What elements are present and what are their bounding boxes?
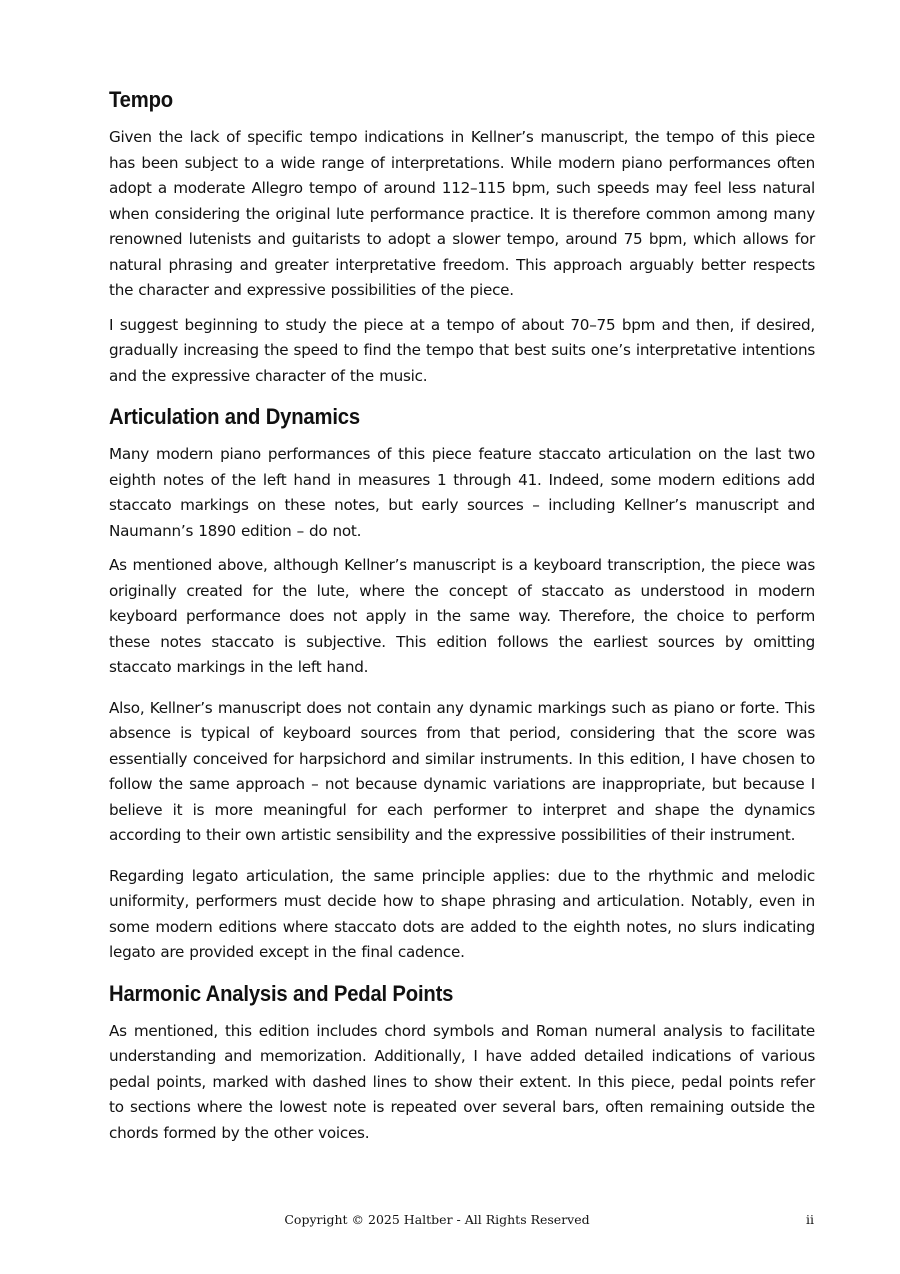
- section-heading-articulation: Articulation and Dynamics: [109, 404, 360, 429]
- copyright-notice: Copyright © 2025 Haltber - All Rights Reserved: [284, 1212, 590, 1227]
- paragraph: As mentioned, this edition includes chord symbols and Roman numeral analysis to facilitate understanding and memorization. Additionally, I have added detailed indications of various pedal points, marked with dashed lines to show their extent. In this piece, pedal points refer to sections where the lowest note is repeated over several bars, often remaining outside the chords formed by the other voices.: [109, 1021, 815, 1142]
- paragraph: Many modern piano performances of this piece feature staccato articulation on the last two eighth notes of the left hand in measures 1 through 41. Indeed, some modern editions add staccato markings on these notes, but early sources – including Kellner’s manuscript and Naumann’s 1890 edition – do not.: [109, 445, 815, 540]
- paragraph: I suggest beginning to study the piece at a tempo of about 70–75 bpm and then, if desired, gradually increasing the speed to find the tempo that best suits one’s interpretative intentions and the expressive character of the music.: [109, 315, 815, 385]
- page-number: ii: [806, 1212, 814, 1227]
- section-heading-tempo: Tempo: [109, 87, 173, 112]
- paragraph: Given the lack of specific tempo indications in Kellner’s manuscript, the tempo of this piece has been subject to a wide range of interpretations. While modern piano performances often adopt a moderate Allegro tempo of around 112–115 bpm, such speeds may feel less natural when considering the original lute performance practice. It is therefore common among many renowned lutenists and guitarists to adopt a slower tempo, around 75 bpm, which allows for natural phrasing and greater interpretative freedom. This approach arguably better respects the character and expressive possibilities of the piece.: [109, 128, 815, 299]
- page-footer: [0, 1212, 900, 1232]
- paragraph: Regarding legato articulation, the same principle applies: due to the rhythmic and melodic uniformity, performers must decide how to shape phrasing and articulation. Notably, even in some modern editions where staccato dots are added to the eighth notes, no slurs indicating legato are provided except in the final cadence.: [109, 866, 815, 961]
- document-page: [109, 86, 815, 1155]
- paragraph: As mentioned above, although Kellner’s manuscript is a keyboard transcription, the piece was originally created for the lute, where the concept of staccato as understood in modern keyboard performance does not apply in the same way. Therefore, the choice to perform these notes staccato is subjective. This edition follows the earliest sources by omitting staccato markings in the left hand.: [109, 556, 815, 676]
- paragraph: Also, Kellner’s manuscript does not contain any dynamic markings such as piano or forte. This absence is typical of keyboard sources from that period, considering that the score was essentially conceived for harpsichord and similar instruments. In this edition, I have chosen to follow the same approach – not because dynamic variations are inappropriate, but because I believe it is more meaningful for each performer to interpret and shape the dynamics according to their own artistic sensibility and the expressive possibilities of their instrument.: [109, 698, 815, 844]
- section-heading-harmonic-analysis: Harmonic Analysis and Pedal Points: [109, 980, 454, 1006]
